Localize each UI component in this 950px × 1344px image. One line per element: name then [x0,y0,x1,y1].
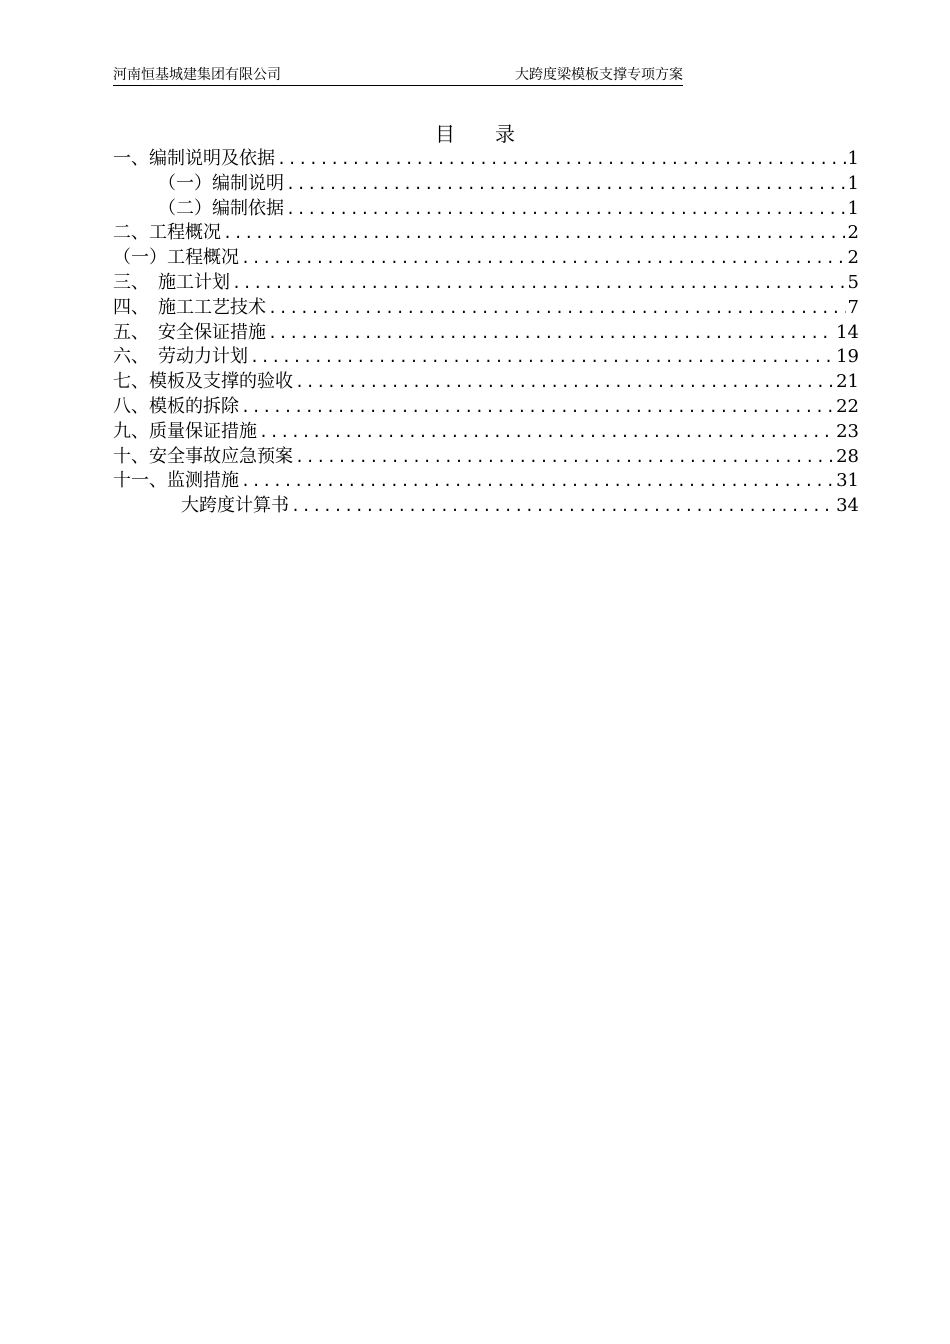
toc-entry-page: 22 [836,395,859,417]
toc-entry[interactable] [113,395,859,420]
toc-entry-label: 三、 施工计划 [113,271,230,293]
toc-leader-dots [295,370,834,395]
toc-entry-page: 2 [847,247,859,269]
toc-leader-dots [232,271,846,296]
toc-entry-label: 一、编制说明及依据 [113,148,275,169]
toc-entry-label: （二）编制依据 [158,197,284,219]
toc-entry[interactable] [113,494,859,519]
header-company: 河南恒基城建集团有限公司 [113,67,281,83]
toc-entry[interactable] [113,246,859,271]
toc-entry-page: 1 [847,172,859,194]
toc-entry-page: 2 [847,222,859,244]
toc-entry-page: 19 [836,346,859,368]
toc-entry-label: 六、 劳动力计划 [113,346,248,368]
toc-entry[interactable] [113,296,859,321]
toc-entry-label: 二、工程概况 [113,222,221,244]
toc-entry[interactable] [113,469,859,494]
toc-leader-dots [250,345,834,370]
toc-entry-label: 十、安全事故应急预案 [113,445,293,467]
toc-entry-label: 五、 安全保证措施 [113,321,266,343]
toc-entry[interactable] [113,321,859,346]
toc-leader-dots [291,494,834,519]
page-header [113,66,683,86]
toc-leader-dots [286,197,846,222]
header-document-title: 大跨度梁模板支撑专项方案 [515,67,683,83]
toc-leader-dots [268,296,846,321]
toc-entry-label: 大跨度计算书 [181,495,289,517]
toc-leader-dots [277,147,846,172]
toc-leader-dots [286,172,846,197]
toc-leader-dots [223,221,846,246]
toc-leader-dots [241,246,846,271]
toc-entry-label: 八、模板的拆除 [113,395,239,417]
toc-entry[interactable] [113,370,859,395]
toc-leader-dots [241,395,834,420]
toc-entry-label: 九、质量保证措施 [113,420,257,442]
toc-entry-page: 28 [836,445,859,467]
toc-leader-dots [241,469,834,494]
toc-entry[interactable] [113,420,859,445]
toc-entry[interactable] [113,197,859,222]
toc-entry-label: 十一、监测措施 [113,470,239,492]
table-of-contents [113,147,859,519]
toc-entry-page: 31 [836,470,859,492]
toc-entry[interactable] [113,221,859,246]
toc-entry-page: 23 [836,420,859,442]
toc-entry-label: 四、 施工工艺技术 [113,296,266,318]
toc-entry-page: 7 [847,296,859,318]
toc-entry-page: 21 [836,371,859,393]
toc-entry[interactable] [113,445,859,470]
toc-entry-page: 1 [847,148,859,169]
toc-entry-label: （一）工程概况 [113,247,239,269]
toc-title: 目 录 [435,122,515,146]
toc-entry[interactable] [113,345,859,370]
toc-leader-dots [268,321,834,346]
toc-entry-page: 1 [847,197,859,219]
toc-entry-page: 34 [836,495,859,517]
toc-entry-label: （一）编制说明 [158,172,284,194]
toc-leader-dots [295,445,834,470]
toc-entry-label: 七、模板及支撑的验收 [113,371,293,393]
toc-entry[interactable] [113,271,859,296]
toc-entry-page: 5 [847,271,859,293]
toc-entry[interactable] [113,172,859,197]
toc-leader-dots [259,420,834,445]
toc-entry[interactable] [113,147,859,172]
toc-entry-page: 14 [836,321,859,343]
